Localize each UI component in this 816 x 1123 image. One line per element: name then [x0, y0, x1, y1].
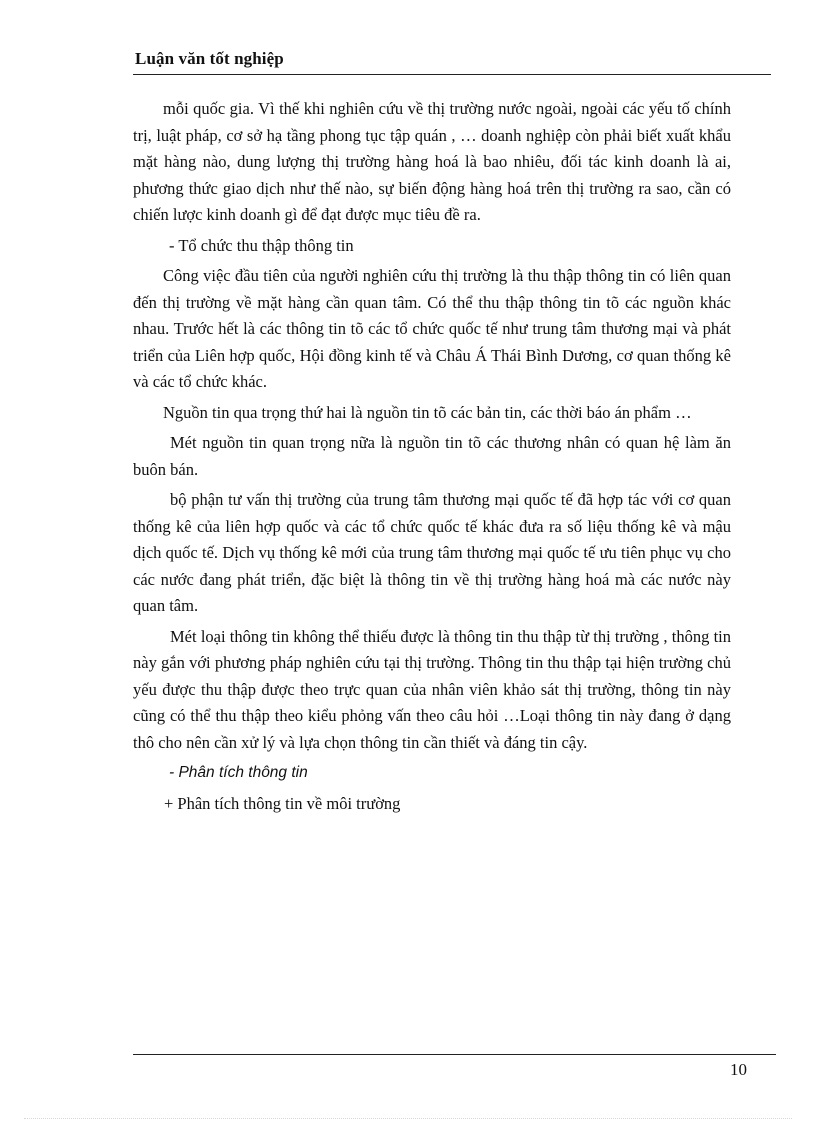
body-paragraph-field-info: Mét loại thông tin không thể thiếu được là thông tin thu thập từ thị trường , thông tin này gắn với phương pháp nghiên cứu tại thị trường. Thông tin thu thập tại hiện trường chủ yếu được thu thập được theo trực quan của nhân viên khảo sát thị trường, thông tin này cũng có thể thu thập theo kiểu phỏng vấn theo câu hỏi …Loại thông tin này đang ở dạng thô cho nên cần xử lý và lựa chọn thông tin cần thiết và đáng tin cậy.	[133, 626, 731, 752]
body-paragraph-advisory-dept: bộ phận tư vấn thị trường của trung tâm thương mại quốc tế đã hợp tác với cơ quan thống kê của liên hợp quốc và các tổ chức quốc tế khác đưa ra số liệu thống kê và mậu dịch quốc tế. Dịch vụ thống kê mới của trung tâm thương mại quốc tế ưu tiên phục vụ cho các nước đang phát triển, đặc biệt là thông tin về thị trường hàng hoá mà các nước này quan tâm.	[133, 490, 731, 615]
document-body	[133, 96, 731, 821]
body-paragraph-first-task: Công việc đầu tiên của người nghiên cứu thị trường là thu thập thông tin có liên quan đến thị trường về mặt hàng cần quan tâm. Có thể thu thập thông tin tõ các nguồn khác nhau. Trước hết là các thông tin tõ các tổ chức quốc tế như trung tâm thương mại và phát triển của Liên hợp quốc, Hội đồng kinh tế và Châu Á Thái Bình Dương, cơ quan thống kê và các tổ chức khác.	[133, 266, 731, 391]
body-paragraph-merchant-source: Mét nguồn tin quan trọng nữa là nguồn tin tõ các thương nhân có quan hệ làm ăn buôn bán.	[133, 433, 731, 479]
body-paragraph-second-source: Nguồn tin qua trọng thứ hai là nguồn tin tõ các bản tin, các thời báo án phẩm …	[163, 402, 692, 422]
subsection-heading-environment: + Phân tích thông tin về môi trường	[164, 793, 401, 813]
body-paragraph-continuation: mỗi quốc gia. Vì thế khi nghiên cứu về thị trường nước ngoài, ngoài các yếu tố chính trị, luật pháp, cơ sở hạ tầng phong tục tập quán , … doanh nghiệp còn phải biết xuất khẩu mặt hàng nào, dung lượng thị trường hàng hoá là bao nhiêu, đối tác kinh doanh là ai, phương thức giao dịch như thế nào, sự biến động hàng hoá trên thị trường ra sao, cần có chiến lược kinh doanh gì để đạt được mục tiêu đề ra.	[133, 99, 731, 224]
page-number: 10	[730, 1060, 747, 1079]
footer-divider	[133, 1054, 776, 1055]
document-header-title: Luận văn tốt nghiệp	[135, 49, 284, 68]
page-bottom-edge	[24, 1118, 792, 1119]
section-heading-analyze-info: - Phân tích thông tin	[169, 764, 308, 781]
section-heading-collect-info: - Tổ chức thu thập thông tin	[169, 235, 354, 255]
header-divider	[133, 74, 771, 75]
